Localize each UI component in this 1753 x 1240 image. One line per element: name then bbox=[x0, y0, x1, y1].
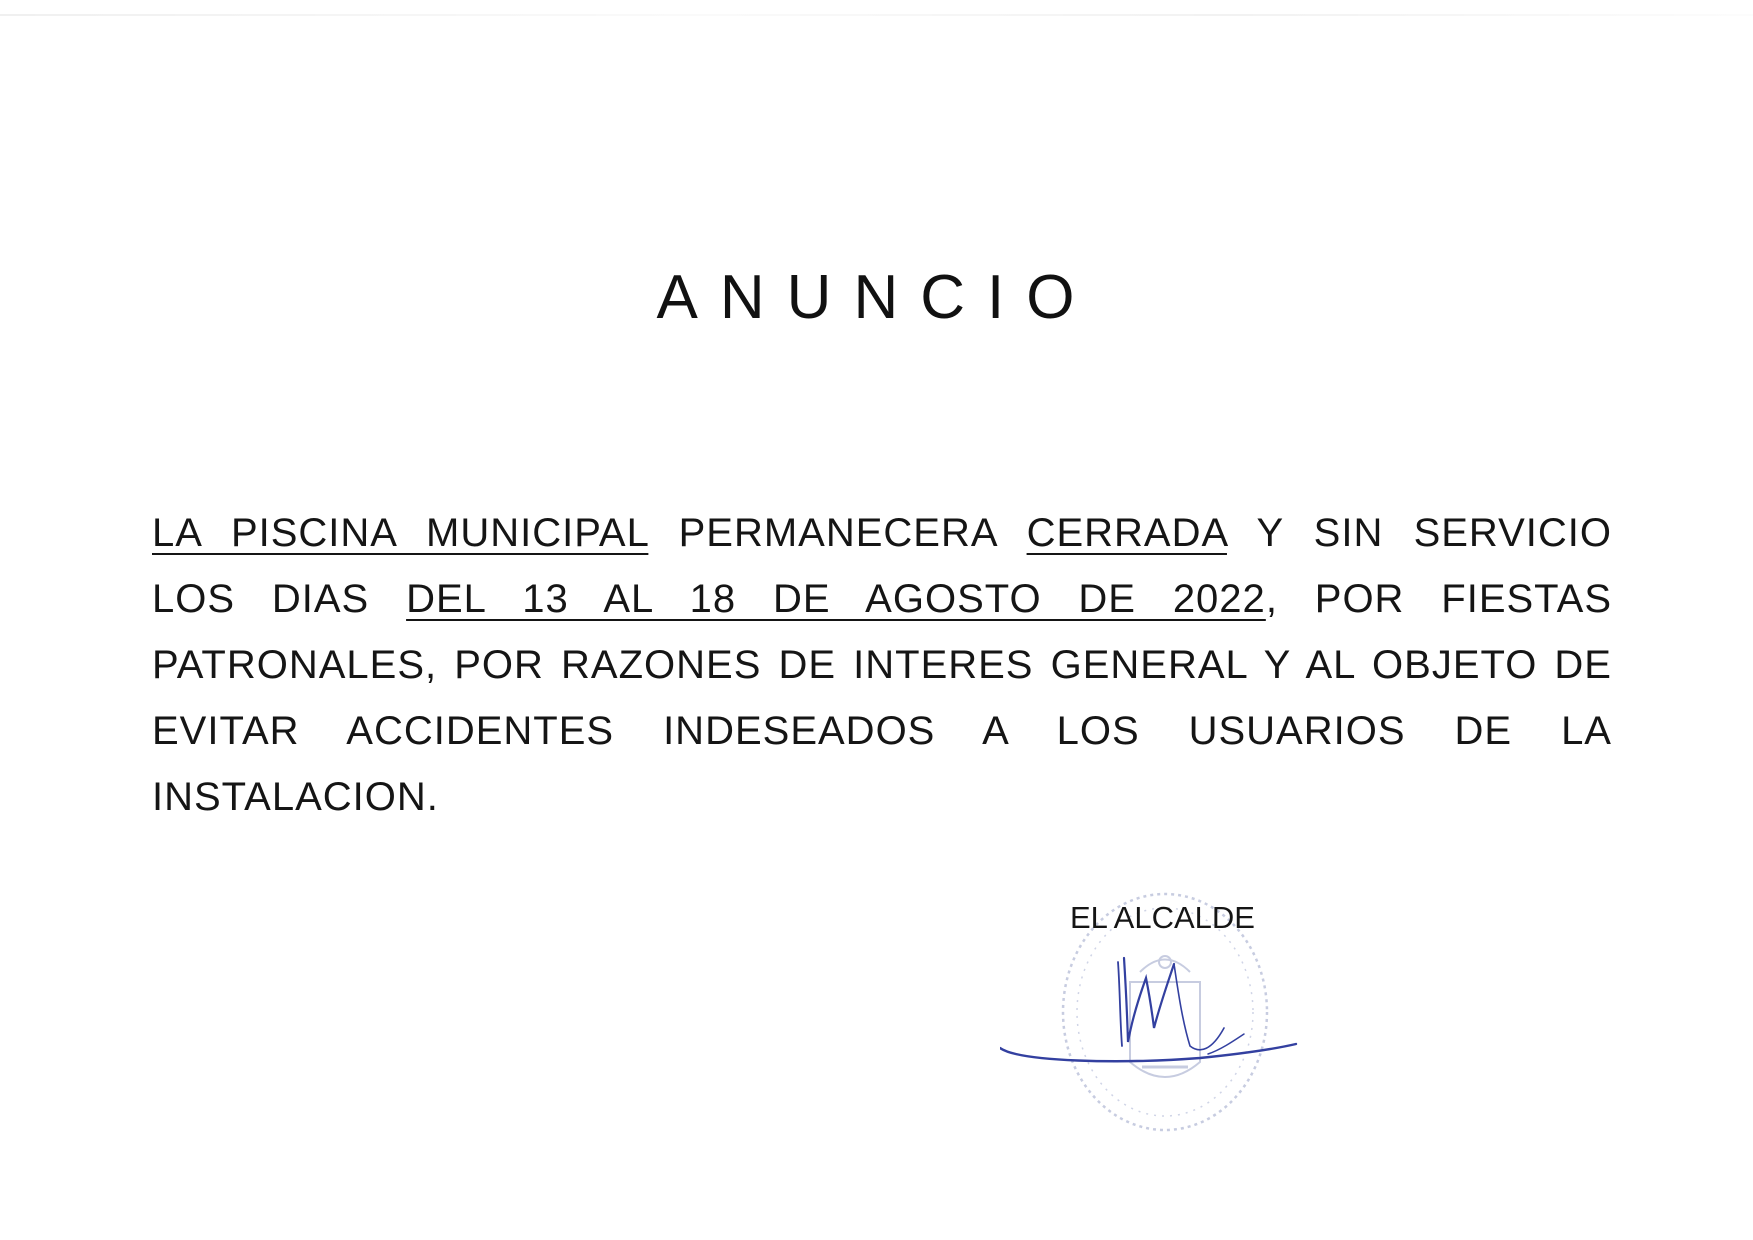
handwritten-signature-icon bbox=[1000, 950, 1300, 1150]
page-title: ANUNCIO bbox=[656, 263, 1097, 332]
closed-status: CERRADA bbox=[1026, 511, 1227, 555]
announcement-paragraph bbox=[152, 500, 1612, 830]
closure-dates: DEL 13 AL 18 DE AGOSTO DE 2022 bbox=[406, 577, 1266, 621]
paragraph-text-2: Y SIN SERVICIO LOS DIAS bbox=[152, 511, 1613, 621]
signer-title: EL ALCALDE bbox=[1070, 900, 1255, 935]
paragraph-text-3: , POR FIESTAS PATRONALES, POR RAZONES DE INTERES GENERAL Y AL OBJETO DE EVITAR ACCIDENTES INDESEADOS A LOS USUARIOS DE LA INSTALACION. bbox=[152, 577, 1613, 819]
scan-edge-line bbox=[0, 14, 1753, 16]
facility-name: LA PISCINA MUNICIPAL bbox=[152, 511, 649, 555]
paragraph-text-1: PERMANECERA bbox=[648, 511, 1027, 555]
